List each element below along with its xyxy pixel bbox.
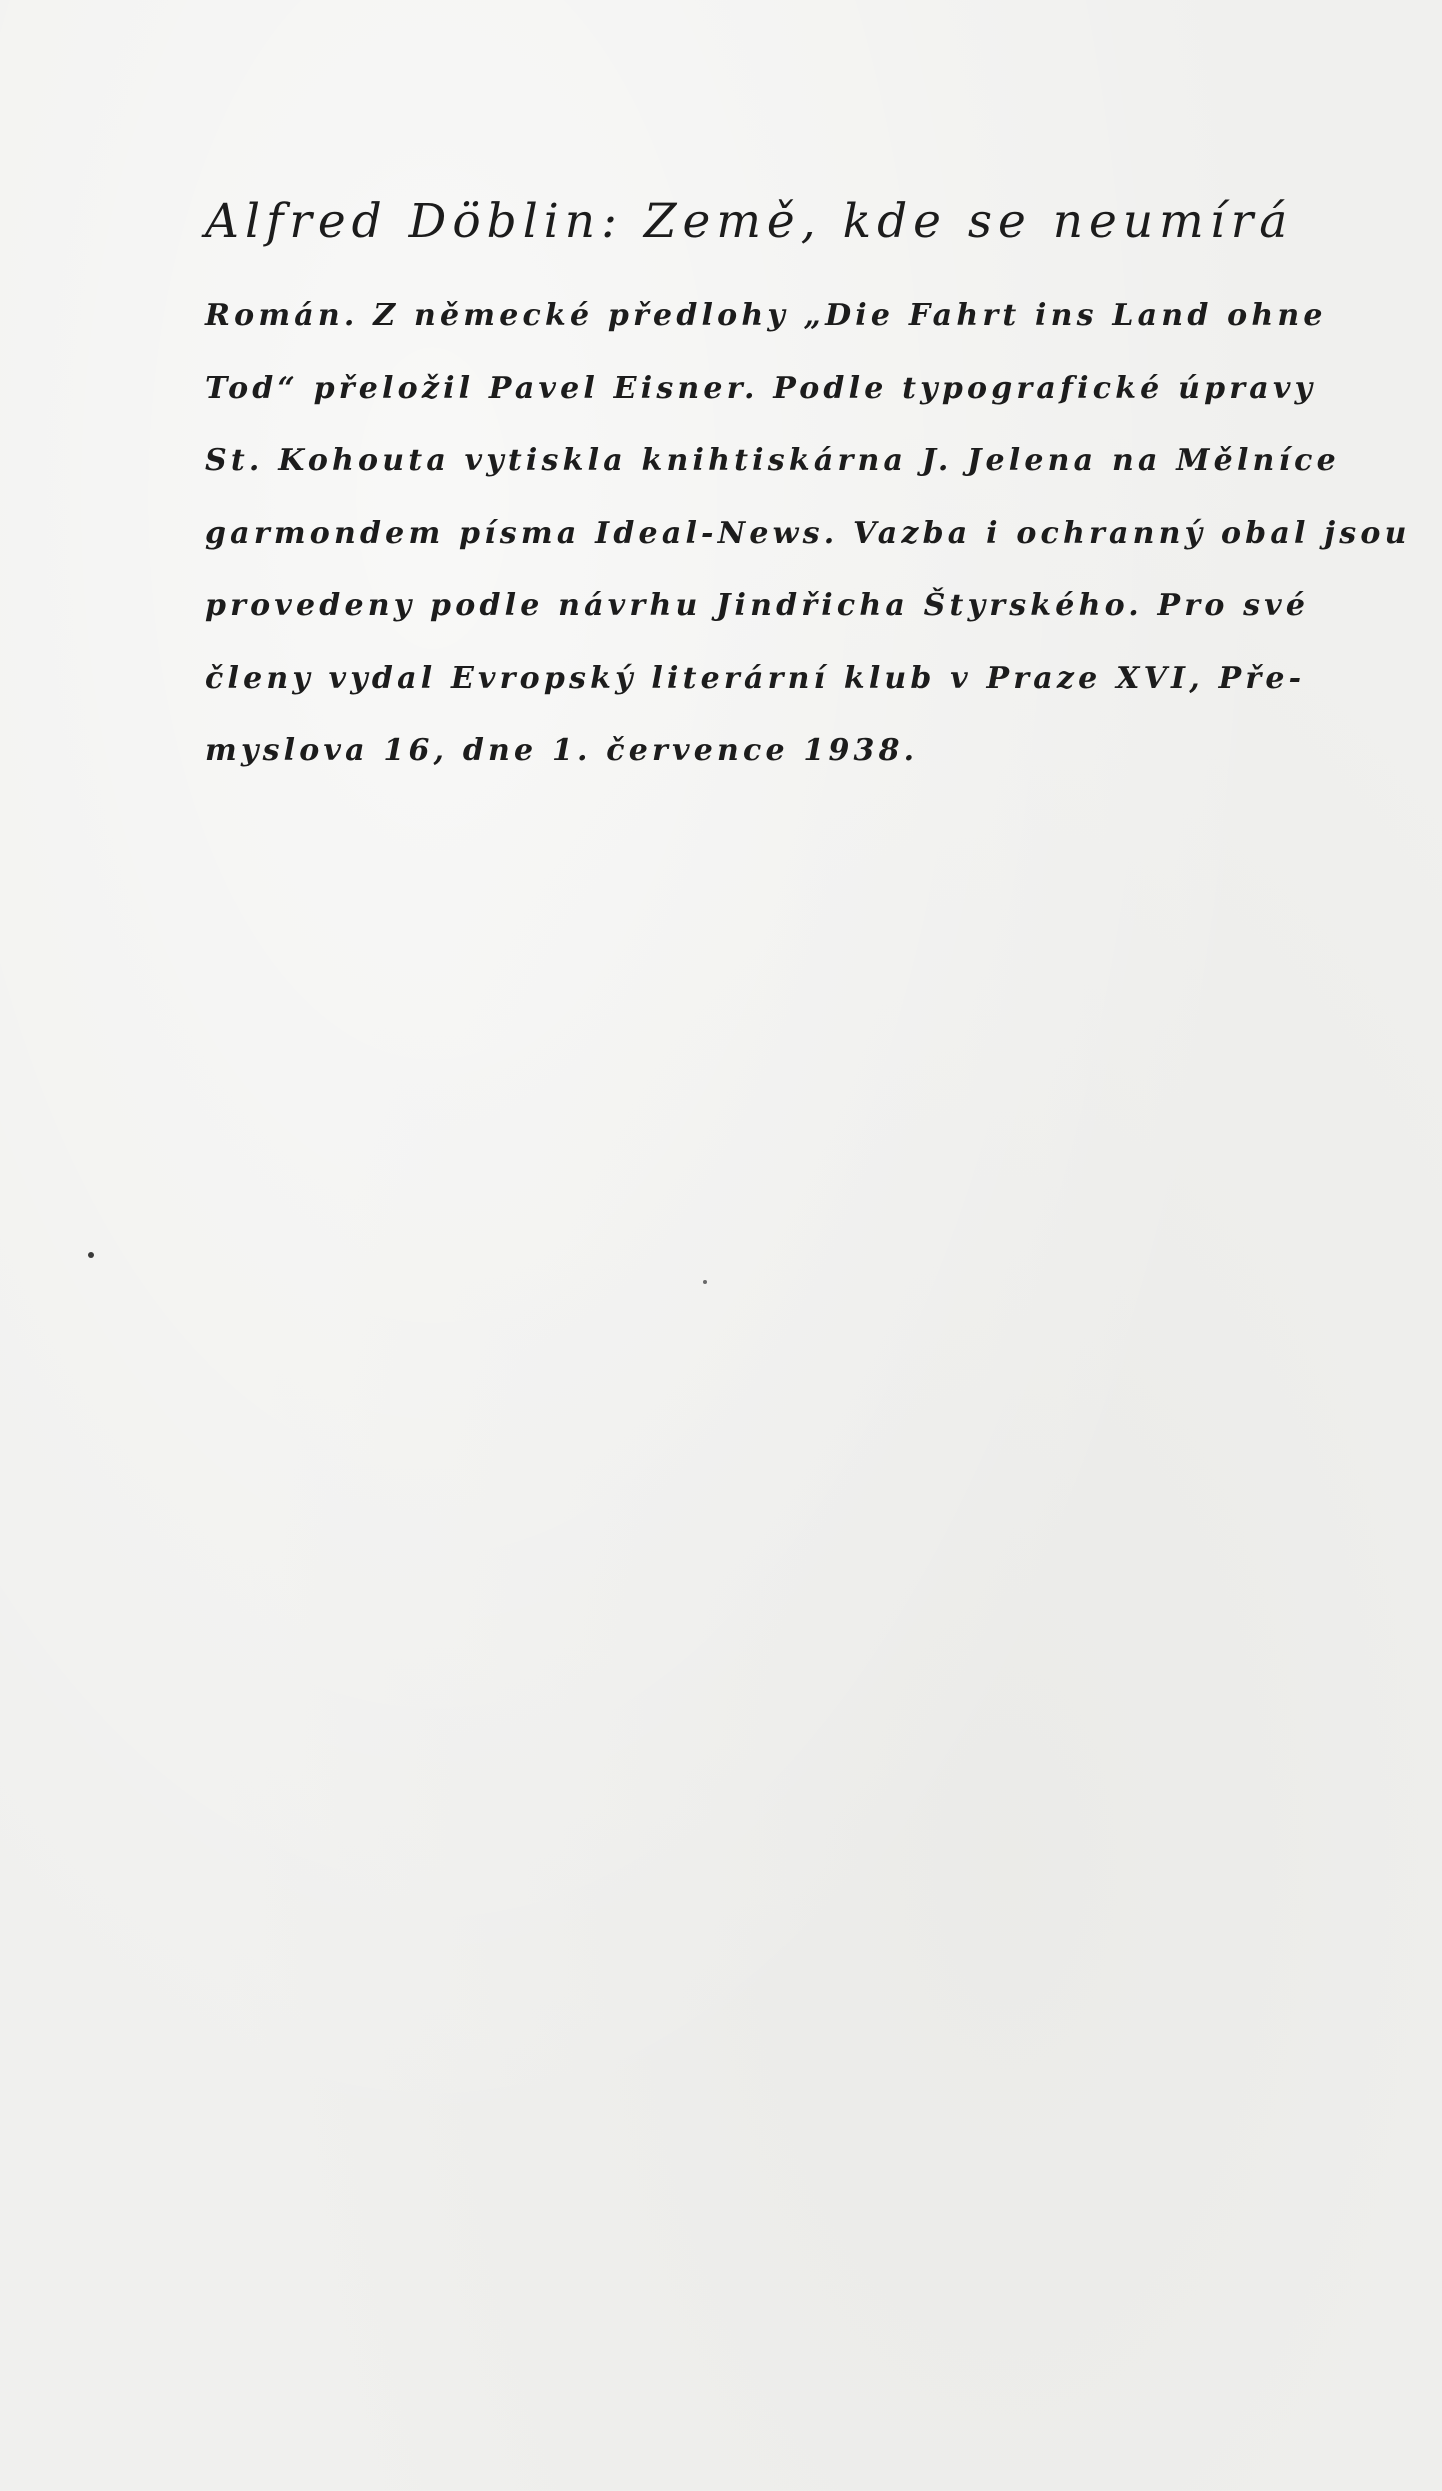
colophon-line-5: provedeny podle návrhu Jindřicha Štyrského. Pro své [205, 588, 1310, 623]
paper-speck [703, 1280, 707, 1284]
colophon-line-1: Román. Z německé předlohy „Die Fahrt ins Land ohne [205, 298, 1327, 333]
colophon-line-7: myslova 16, dne 1. července 1938. [205, 733, 919, 768]
colophon-line-2: Tod“ přeložil Pavel Eisner. Podle typografické úpravy [205, 370, 1317, 406]
book-title: Alfred Döblin: Země, kde se neumírá [205, 194, 1294, 249]
colophon-line-3: St. Kohouta vytiskla knihtiskárna J. Jelena na Mělníce [205, 443, 1340, 478]
colophon-line-6: členy vydal Evropský literární klub v Praze XVI, Pře- [205, 660, 1306, 696]
colophon-line-4: garmondem písma Ideal-News. Vazba i ochranný obal jsou [205, 515, 1411, 551]
paper-speck [88, 1252, 94, 1258]
colophon [205, 180, 1411, 788]
